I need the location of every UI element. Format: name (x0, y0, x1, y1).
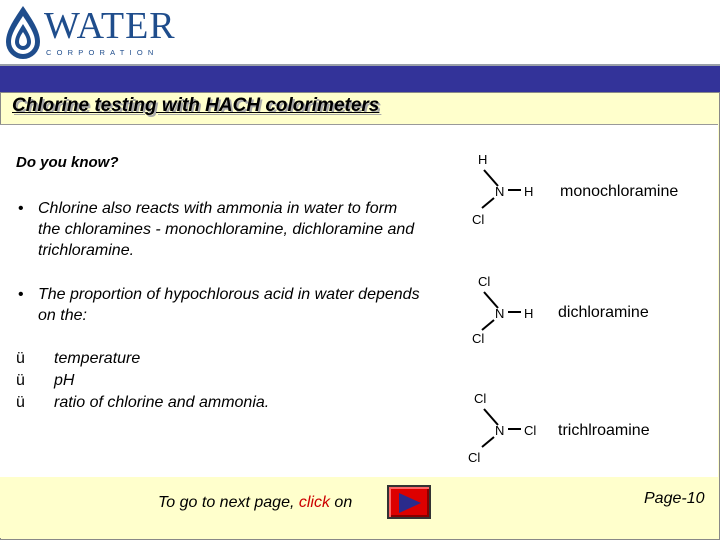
bullet-item-chloramines (18, 198, 422, 261)
atom-right: H (524, 306, 534, 321)
atom-bottom: Cl (472, 331, 485, 346)
section-subtitle: Do you know? (16, 154, 119, 171)
blue-banner (0, 66, 720, 92)
page-number: Page-10 (644, 490, 705, 507)
next-page-button[interactable] (387, 485, 431, 519)
structure-name: dichloramine (558, 304, 649, 321)
footer (0, 477, 718, 538)
structure-name: monochloramine (560, 183, 679, 200)
atom-top: H (478, 152, 488, 167)
checklist-text: temperature (54, 350, 141, 367)
checkmark-icon: ü (16, 394, 25, 411)
next-arrow-icon (397, 491, 423, 515)
nav-suffix: on (329, 494, 353, 511)
atom-center: N (495, 184, 505, 199)
atom-top: Cl (478, 274, 491, 289)
checklist-text: pH (54, 372, 75, 389)
page-title: Chlorine testing with HACH colorimeters (12, 95, 380, 116)
bullet-text: The proportion of hypochlorous acid in water depends on the: (38, 286, 420, 324)
checkmark-icon: ü (16, 372, 25, 389)
bullet-text: Chlorine also reacts with ammonia in water to form the chloramines - monochloramine, dichloramine and trichloramine. (38, 200, 415, 259)
structure-name: trichlroamine (558, 422, 650, 439)
bullet-icon: • (18, 200, 24, 217)
atom-right: Cl (524, 423, 537, 438)
checklist-item-ph (16, 370, 74, 391)
water-drop-icon (4, 4, 42, 60)
water-corporation-logo (4, 4, 174, 60)
structure-dichloramine (472, 274, 649, 346)
atom-bottom: Cl (472, 212, 485, 227)
bullet-item-proportion (18, 284, 422, 326)
nav-prefix: To go to next page, (158, 494, 299, 511)
structure-trichloramine (468, 391, 650, 465)
logo-subtitle: CORPORATION (46, 48, 159, 57)
next-page-instruction (158, 494, 352, 512)
checkmark-icon: ü (16, 350, 25, 367)
header (0, 0, 720, 64)
atom-bottom: Cl (468, 450, 481, 465)
checklist-item-temperature (16, 348, 140, 369)
atom-center: N (495, 423, 505, 438)
checklist-text: ratio of chlorine and ammonia. (54, 394, 270, 411)
structure-monochloramine (472, 152, 678, 227)
atom-center: N (495, 306, 505, 321)
atom-right: H (524, 184, 534, 199)
chloramine-structures (448, 140, 718, 470)
bond (482, 437, 494, 447)
bullet-icon: • (18, 286, 24, 303)
atom-top: Cl (474, 391, 487, 406)
checklist-item-ratio (16, 392, 269, 413)
click-link[interactable]: click (298, 494, 330, 511)
logo-word: WATER (44, 5, 176, 47)
bond (482, 320, 494, 330)
bond (482, 198, 494, 208)
